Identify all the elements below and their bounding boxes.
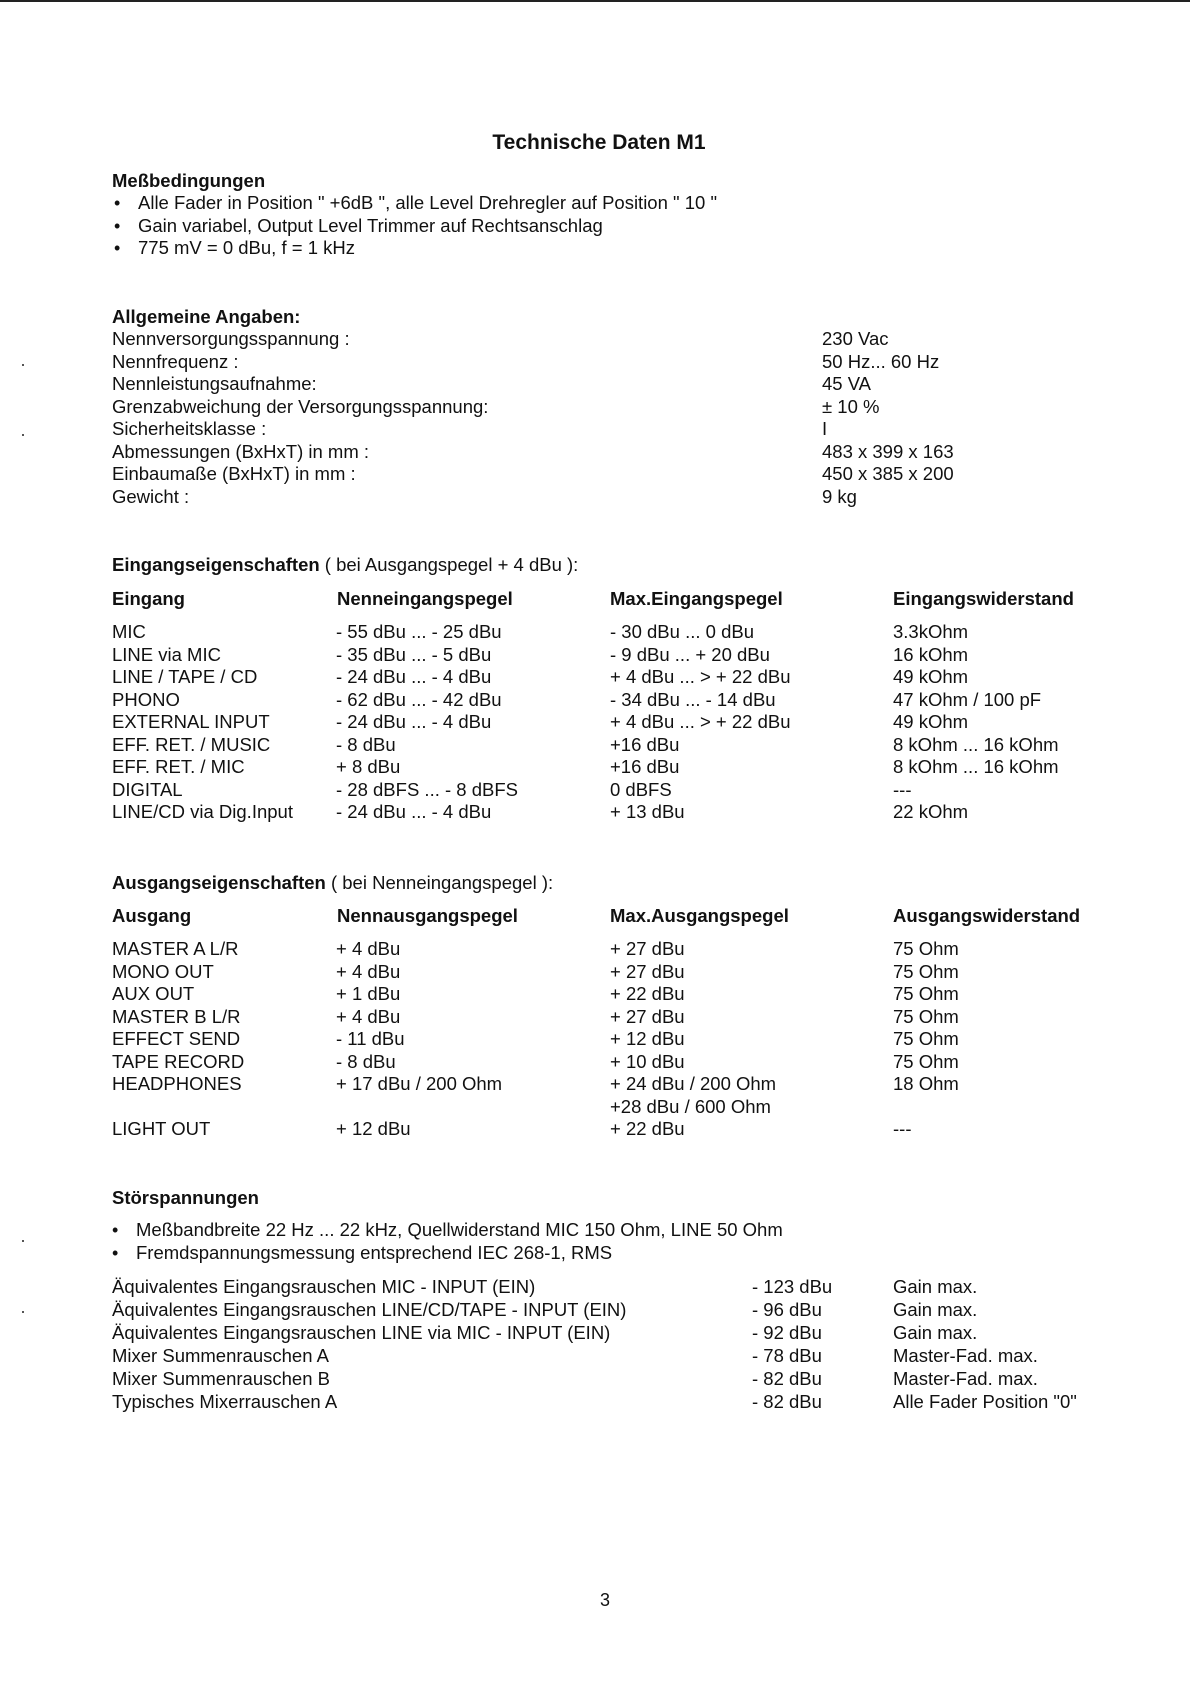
spec-label: Grenzabweichung der Versorgungsspannung:	[112, 395, 489, 417]
list-item: • 775 mV = 0 dBu, f = 1 kHz	[112, 237, 717, 260]
inputs-table-cell: LINE via MIC	[112, 643, 221, 665]
outputs-table-cell: + 4 dBu	[336, 1005, 401, 1027]
list-item: • Meßbandbreite 22 Hz ... 22 kHz, Quellwiderstand MIC 150 Ohm, LINE 50 Ohm	[110, 1219, 783, 1242]
outputs-table-cell: + 27 dBu	[610, 1005, 685, 1027]
noise-table-cell: - 92 dBu	[752, 1322, 822, 1343]
spec-value: ± 10 %	[822, 395, 880, 417]
noise-table-cell: - 123 dBu	[752, 1276, 833, 1297]
outputs-table-cell: + 17 dBu / 200 Ohm	[336, 1073, 503, 1094]
outputs-table-cell: + 1 dBu	[336, 983, 401, 1004]
general-values	[822, 328, 954, 508]
outputs-heading-title: Ausgangseigenschaften	[112, 872, 326, 893]
noise-table-cell: Alle Fader Position "0"	[893, 1391, 1077, 1412]
inputs-heading	[112, 554, 578, 576]
spec-value: 45 VA	[822, 373, 872, 394]
noise-table-cell: Typisches Mixerrauschen A	[112, 1391, 338, 1412]
outputs-table-cell: EFFECT SEND	[112, 1028, 241, 1049]
inputs-table-cell: + 8 dBu	[336, 756, 401, 777]
outputs-table-cell: 75 Ohm	[893, 1028, 959, 1049]
outputs-table-cell: - 11 dBu	[336, 1028, 405, 1049]
outputs-column-header: Ausgangswiderstand	[893, 905, 1081, 926]
inputs-table-cell: DIGITAL	[112, 778, 183, 800]
spec-value: 450 x 385 x 200	[822, 463, 954, 484]
outputs-table-cell: + 24 dBu / 200 Ohm	[610, 1073, 777, 1094]
noise-table-cell: - 96 dBu	[752, 1299, 822, 1320]
outputs-table-cell: 75 Ohm	[893, 938, 959, 959]
spec-label: Sicherheitsklasse :	[112, 418, 267, 439]
inputs-table-cell: EXTERNAL INPUT	[112, 711, 270, 732]
inputs-table-cell: 47 kOhm / 100 pF	[893, 688, 1042, 710]
inputs-table-cell: 22 kOhm	[893, 801, 969, 822]
spec-label: Gewicht :	[112, 485, 190, 507]
margin-mark	[22, 1311, 24, 1313]
inputs-table-cell: - 28 dBFS ... - 8 dBFS	[336, 778, 518, 800]
inputs-column-header: Nenneingangspegel	[337, 588, 513, 609]
inputs-table-cell: 16 kOhm	[893, 643, 969, 665]
noise-table-cell: Gain max.	[893, 1276, 978, 1297]
inputs-table-cell: - 34 dBu ... - 14 dBu	[610, 688, 776, 710]
outputs-table-cell: + 22 dBu	[610, 1118, 685, 1139]
outputs-column-header: Nennausgangspegel	[337, 905, 518, 926]
list-item: • Fremdspannungsmessung entsprechend IEC 268-1, RMS	[110, 1242, 783, 1265]
outputs-table-cell: 75 Ohm	[893, 1005, 959, 1027]
outputs-heading-note: ( bei Nenneingangspegel ):	[325, 872, 554, 893]
inputs-table-cell: 49 kOhm	[893, 666, 969, 687]
inputs-table-cell: LINE / TAPE / CD	[112, 666, 258, 687]
spec-label: Nennversorgungsspannung :	[112, 328, 350, 349]
noise-table-cell: Äquivalentes Eingangsrauschen LINE via MIC - INPUT (EIN)	[112, 1322, 611, 1343]
outputs-table-cell: HEADPHONES	[112, 1073, 242, 1094]
inputs-table-cell: - 24 dBu ... - 4 dBu	[336, 666, 492, 687]
inputs-table-cell: - 55 dBu ... - 25 dBu	[336, 621, 502, 642]
inputs-table-cell: - 24 dBu ... - 4 dBu	[336, 711, 492, 732]
inputs-heading-title: Eingangseigenschaften	[112, 554, 320, 575]
list-item: • Gain variabel, Output Level Trimmer auf Rechtsanschlag	[112, 215, 717, 238]
outputs-table-cell: 75 Ohm	[893, 1050, 959, 1072]
inputs-column-header: Eingang	[112, 588, 185, 609]
inputs-table-cell: PHONO	[112, 688, 180, 710]
inputs-table-cell: EFF. RET. / MIC	[112, 756, 245, 777]
noise-table-cell: Master-Fad. max.	[893, 1345, 1038, 1366]
inputs-column-header: Eingangswiderstand	[893, 588, 1074, 609]
inputs-table-cell: - 9 dBu ... + 20 dBu	[610, 643, 770, 665]
outputs-table-cell: 75 Ohm	[893, 960, 959, 982]
inputs-table-cell: +16 dBu	[610, 733, 680, 755]
inputs-column-header: Max.Eingangspegel	[610, 588, 783, 609]
noise-table-cell: Äquivalentes Eingangsrauschen MIC - INPUT (EIN)	[112, 1276, 536, 1297]
inputs-table-cell: - 35 dBu ... - 5 dBu	[336, 643, 492, 665]
noise-heading: Störspannungen	[112, 1187, 259, 1208]
spec-label: Abmessungen (BxHxT) in mm :	[112, 440, 370, 462]
general-labels	[112, 328, 488, 508]
noise-table-cell: - 78 dBu	[752, 1345, 822, 1366]
list-item: • Alle Fader in Position " +6dB ", alle Level Drehregler auf Position " 10 "	[112, 192, 717, 215]
inputs-table-cell: +16 dBu	[610, 756, 680, 777]
noise-table-cell: Äquivalentes Eingangsrauschen LINE/CD/TAPE - INPUT (EIN)	[112, 1299, 627, 1320]
inputs-table-cell: 0 dBFS	[610, 778, 672, 800]
inputs-table-cell: LINE/CD via Dig.Input	[112, 801, 293, 822]
spec-value: 230 Vac	[822, 328, 889, 349]
page-title: Technische Daten M1	[492, 131, 706, 154]
spec-label: Einbaumaße (BxHxT) in mm :	[112, 463, 356, 484]
outputs-table-cell: TAPE RECORD	[112, 1050, 245, 1072]
inputs-table-cell: - 8 dBu	[336, 733, 396, 755]
noise-table-cell: Mixer Summenrauschen B	[112, 1368, 330, 1389]
inputs-table-cell: - 24 dBu ... - 4 dBu	[336, 801, 492, 822]
noise-list	[110, 1219, 783, 1264]
inputs-table-cell: 8 kOhm ... 16 kOhm	[893, 733, 1059, 755]
spec-label: Nennleistungsaufnahme:	[112, 373, 317, 394]
inputs-table-cell: 3.3kOhm	[893, 621, 969, 642]
inputs-table-cell: + 4 dBu ... > + 22 dBu	[610, 666, 791, 687]
inputs-table-cell: + 4 dBu ... > + 22 dBu	[610, 711, 791, 732]
inputs-table-cell: ---	[893, 778, 912, 800]
noise-table-cell: - 82 dBu	[752, 1368, 822, 1389]
noise-table-cell: - 82 dBu	[752, 1391, 822, 1412]
spec-value: 50 Hz... 60 Hz	[822, 350, 940, 372]
noise-table-cell: Gain max.	[893, 1299, 978, 1320]
noise-table-cell: Mixer Summenrauschen A	[112, 1345, 329, 1366]
outputs-table-cell: +28 dBu / 600 Ohm	[610, 1095, 771, 1117]
measurement-list	[112, 192, 717, 260]
noise-table-cell: Master-Fad. max.	[893, 1368, 1038, 1389]
spec-value: I	[822, 418, 828, 439]
spec-label: Nennfrequenz :	[112, 350, 239, 372]
outputs-table-cell: MONO OUT	[112, 960, 214, 982]
inputs-table-cell: 49 kOhm	[893, 711, 969, 732]
spec-value: 483 x 399 x 163	[822, 440, 954, 462]
outputs-column-header: Ausgang	[112, 905, 192, 926]
measurement-heading: Meßbedingungen	[112, 170, 266, 191]
outputs-table-cell: + 4 dBu	[336, 960, 401, 982]
outputs-column-header: Max.Ausgangspegel	[610, 905, 789, 926]
inputs-table-cell: - 30 dBu ... 0 dBu	[610, 621, 754, 642]
outputs-table-cell: + 12 dBu	[336, 1118, 411, 1139]
outputs-table-cell: 18 Ohm	[893, 1073, 959, 1094]
outputs-table-cell: + 4 dBu	[336, 938, 401, 959]
inputs-table-cell: - 62 dBu ... - 42 dBu	[336, 688, 502, 710]
general-heading: Allgemeine Angaben:	[112, 306, 301, 327]
outputs-table-cell: AUX OUT	[112, 983, 195, 1004]
noise-table-cell: Gain max.	[893, 1322, 978, 1343]
outputs-table-cell: ---	[893, 1118, 912, 1139]
outputs-table-cell: MASTER B L/R	[112, 1005, 241, 1027]
top-border-line	[0, 0, 1190, 2]
outputs-table-cell: + 22 dBu	[610, 983, 685, 1004]
inputs-table-cell: MIC	[112, 621, 146, 642]
outputs-table-cell: LIGHT OUT	[112, 1118, 211, 1139]
outputs-table-cell: 75 Ohm	[893, 983, 959, 1004]
margin-mark	[22, 434, 24, 436]
page-number: 3	[599, 1590, 610, 1610]
inputs-table-cell: 8 kOhm ... 16 kOhm	[893, 756, 1059, 777]
inputs-table-cell: + 13 dBu	[610, 801, 685, 822]
outputs-table-cell: + 12 dBu	[610, 1028, 685, 1049]
spec-value: 9 kg	[822, 485, 857, 507]
outputs-table-cell: + 27 dBu	[610, 938, 685, 959]
outputs-table-cell: MASTER A L/R	[112, 938, 239, 959]
outputs-heading	[112, 872, 553, 894]
inputs-table-cell: EFF. RET. / MUSIC	[112, 733, 271, 755]
outputs-table-cell: + 27 dBu	[610, 960, 685, 982]
outputs-table-cell: + 10 dBu	[610, 1050, 685, 1072]
margin-mark	[22, 364, 24, 366]
inputs-heading-note: ( bei Ausgangspegel + 4 dBu ):	[319, 554, 579, 575]
margin-mark	[22, 1240, 24, 1242]
outputs-table-cell: - 8 dBu	[336, 1050, 396, 1072]
